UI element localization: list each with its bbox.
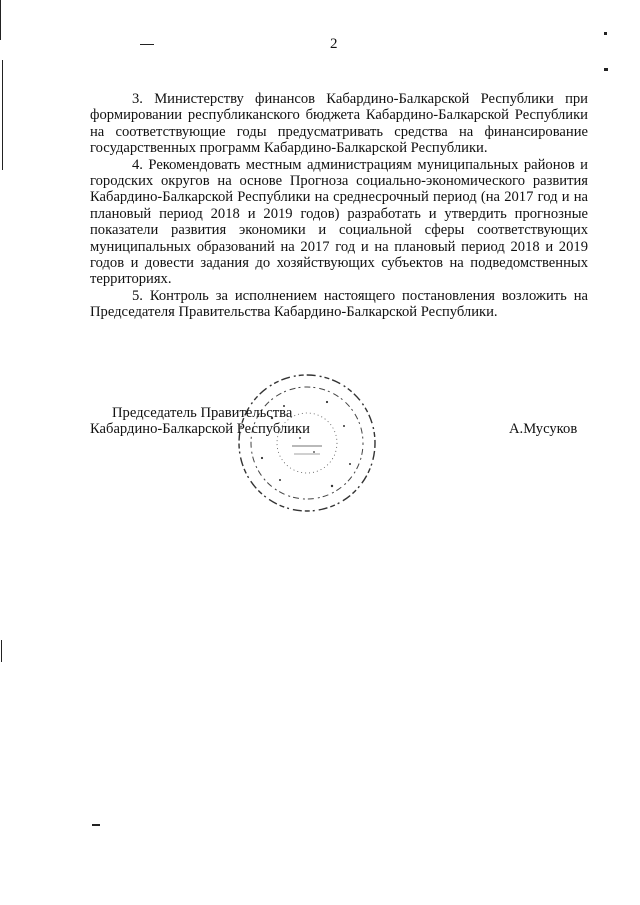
- paragraph-3: 3. Министерству финансов Кабардино-Балкарской Республики при формировании республиканского бюджета Кабардино-Балкарской Республики на соответствующие годы предусматривать средства на финансирование государственных программ Кабардино-Балкарской Республики.: [90, 91, 588, 157]
- scan-mark: [0, 0, 1, 40]
- official-seal: [232, 368, 382, 518]
- paragraph-5: 5. Контроль за исполнением настоящего постановления возложить на Председателя Правительства Кабардино-Балкарской Республики.: [90, 287, 588, 321]
- signatory-name: А.Мусуков: [509, 421, 578, 437]
- signatory-title-line2: Кабардино-Балкарской Республики: [90, 421, 310, 438]
- scan-mark: [92, 824, 100, 826]
- scan-mark: [2, 60, 3, 170]
- page-number: 2: [330, 36, 338, 52]
- paragraph-4: 4. Рекомендовать местным администрациям муниципальных районов и городских округов на основе Прогноза социально-экономического развития Кабардино-Балкарской Республики на среднесрочный период (на 2017 год и на плановый период 2018 и 2019 годов) разработать и утвердить прогнозные показатели развития экономики и социальной сферы соответствующих муниципальных образований на 2017 год и на плановый период 2018 и 2019 годов и довести задания до хозяйствующих субъектов на подведомственных территориях.: [90, 156, 588, 288]
- signatory-title-line1: Председатель Правительства: [112, 405, 293, 421]
- scan-mark: [1, 640, 2, 662]
- scan-mark: [140, 44, 154, 45]
- scan-mark: [604, 32, 607, 35]
- signatory-title: [90, 405, 310, 438]
- document-body: [90, 91, 588, 321]
- scan-mark: [604, 68, 608, 71]
